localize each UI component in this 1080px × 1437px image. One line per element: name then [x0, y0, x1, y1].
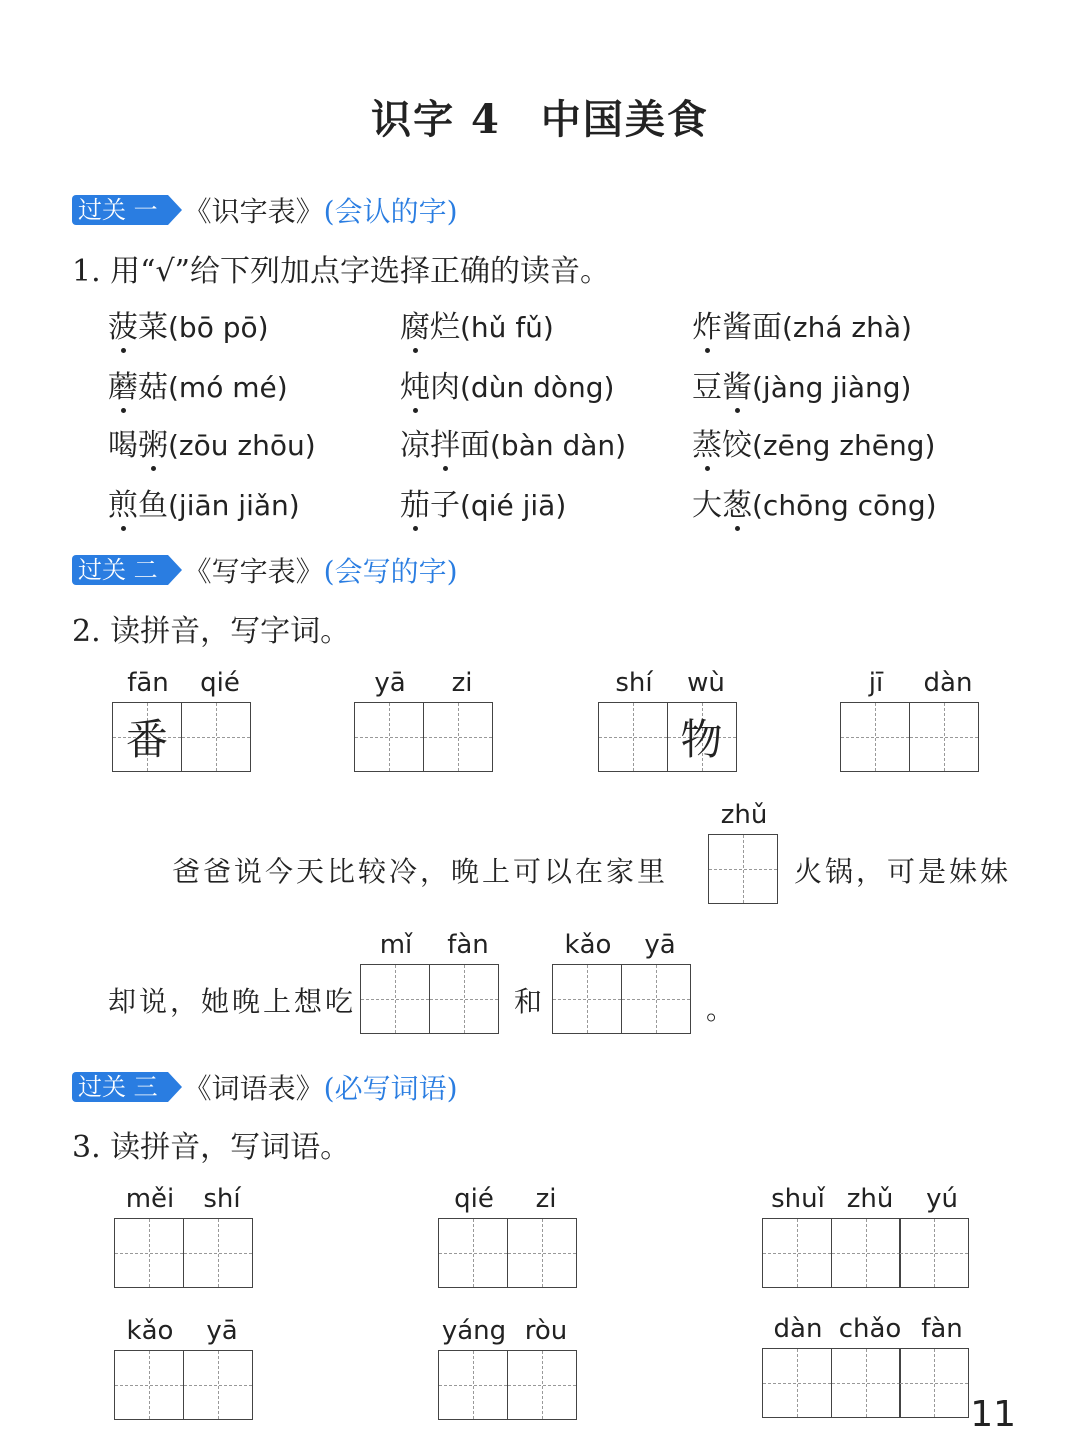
section-note: (会认的字) — [323, 195, 458, 228]
dotted-char: 酱 — [722, 370, 752, 405]
pinyin: zi — [535, 1184, 557, 1214]
pinyin: fàn — [447, 930, 489, 960]
writing-cell[interactable] — [507, 1350, 577, 1420]
pinyin: shuǐ — [771, 1184, 825, 1214]
writing-cell[interactable] — [831, 1218, 901, 1288]
character-boxes — [438, 1350, 575, 1420]
section-header-3 — [72, 1067, 458, 1105]
pinyin: chǎo — [838, 1314, 902, 1344]
word-char: 肉 — [430, 370, 460, 405]
writing-cell[interactable] — [112, 702, 182, 772]
pinyin: yā — [644, 930, 676, 960]
character-boxes — [708, 834, 777, 904]
pinyin: dàn — [923, 668, 973, 698]
reading-item — [400, 480, 566, 524]
word-char: 面 — [460, 428, 490, 463]
pinyin: qié — [200, 668, 240, 698]
dotted-char: 蒸 — [692, 428, 722, 463]
writing-cell[interactable] — [621, 964, 691, 1034]
reading-item — [692, 362, 911, 406]
pinyin: kǎo — [126, 1316, 174, 1346]
pinyin: dàn — [773, 1314, 823, 1344]
writing-cell[interactable] — [429, 964, 499, 1034]
pinyin-row — [360, 930, 504, 960]
pinyin-options: (dùn dòng) — [460, 371, 615, 404]
writing-cell[interactable] — [114, 1350, 184, 1420]
section-header-1 — [72, 190, 458, 228]
section-note: (必写词语) — [323, 1072, 458, 1105]
prefilled-char: 物 — [680, 715, 723, 764]
character-boxes — [360, 964, 497, 1034]
pinyin-options: (zēng zhēng) — [752, 429, 936, 462]
pinyin-options: (jàng jiàng) — [752, 371, 912, 404]
writing-cell[interactable] — [598, 702, 668, 772]
pinyin-row — [114, 1184, 258, 1214]
section-note: (会写的字) — [323, 555, 458, 588]
page-title — [0, 88, 1080, 145]
writing-cell[interactable] — [552, 964, 622, 1034]
pinyin: yáng — [441, 1316, 507, 1346]
dotted-char: 茄 — [400, 488, 430, 523]
word-char: 烂 — [430, 310, 460, 345]
pinyin-options: (zōu zhōu) — [168, 429, 316, 462]
word-char: 子 — [430, 488, 460, 523]
character-boxes — [762, 1218, 968, 1288]
pinyin-row — [840, 668, 984, 698]
word-char: 喝 — [108, 428, 138, 463]
character-boxes — [438, 1218, 575, 1288]
writing-cell[interactable] — [762, 1348, 832, 1418]
reading-item — [108, 480, 300, 524]
character-boxes — [114, 1218, 251, 1288]
pinyin: měi — [125, 1184, 175, 1214]
pinyin-options: (jiān jiǎn) — [168, 489, 300, 522]
character-boxes — [354, 702, 491, 772]
writing-cell[interactable] — [423, 702, 493, 772]
pinyin-row — [354, 668, 498, 698]
sentence-part-1: 爸爸说今天比较冷，晚上可以在家里 — [172, 855, 669, 888]
writing-cell[interactable] — [438, 1218, 508, 1288]
pinyin-row — [708, 800, 780, 830]
pinyin: wù — [687, 668, 725, 698]
reading-item — [692, 480, 937, 524]
word-char: 大 — [692, 488, 722, 523]
word-char: 饺 — [722, 428, 752, 463]
writing-cell[interactable] — [831, 1348, 901, 1418]
pinyin: kǎo — [564, 930, 612, 960]
page-number: 11 — [970, 1394, 1016, 1435]
pinyin-options: (chōng cōng) — [752, 489, 937, 522]
writing-cell[interactable] — [708, 834, 778, 904]
pinyin: yā — [374, 668, 406, 698]
pinyin-options: (mó mé) — [168, 371, 288, 404]
prefilled-char: 番 — [125, 715, 168, 764]
word-char: 菜 — [138, 310, 168, 345]
character-boxes — [598, 702, 735, 772]
word-char: 菇 — [138, 370, 168, 405]
character-boxes — [112, 702, 249, 772]
pinyin: qié — [454, 1184, 494, 1214]
pinyin-options: (zhá zhà) — [782, 311, 912, 344]
pinyin: fān — [127, 668, 169, 698]
reading-item — [108, 362, 288, 406]
writing-cell[interactable] — [507, 1218, 577, 1288]
pinyin: shí — [203, 1184, 241, 1214]
pinyin: mǐ — [379, 930, 413, 960]
pinyin-row — [114, 1316, 258, 1346]
pinyin-options: (hǔ fǔ) — [460, 311, 554, 344]
pinyin-options: (bō pō) — [168, 311, 269, 344]
dotted-char: 粥 — [138, 428, 168, 463]
word-char: 豆 — [692, 370, 722, 405]
reading-item — [692, 420, 935, 464]
pinyin: fàn — [921, 1314, 963, 1344]
character-boxes — [762, 1348, 968, 1418]
section-book: 《识字表》 — [183, 195, 324, 228]
section-badge: 过关 三 — [72, 1072, 168, 1102]
dotted-char: 拌 — [430, 428, 460, 463]
writing-cell[interactable] — [438, 1350, 508, 1420]
dotted-char: 蘑 — [108, 370, 138, 405]
reading-item — [108, 302, 269, 346]
reading-item — [692, 302, 912, 346]
dotted-char: 炖 — [400, 370, 430, 405]
writing-cell[interactable] — [899, 1218, 969, 1288]
pinyin: yā — [206, 1316, 238, 1346]
writing-cell[interactable] — [360, 964, 430, 1034]
writing-cell[interactable] — [667, 702, 737, 772]
pinyin-row — [438, 1316, 582, 1346]
section-book: 《写字表》 — [183, 555, 324, 588]
question-1-prompt: 1. 用“√”给下列加点字选择正确的读音。 — [72, 254, 610, 289]
dotted-char: 炸 — [692, 310, 722, 345]
word-char: 凉 — [400, 428, 430, 463]
writing-cell[interactable] — [183, 1218, 253, 1288]
title-topic: 中国美食 — [540, 96, 709, 143]
writing-cell[interactable] — [840, 702, 910, 772]
section-book: 《词语表》 — [183, 1072, 324, 1105]
pinyin: jī — [868, 668, 884, 698]
pinyin-row — [762, 1184, 978, 1214]
word-char: 鱼 — [138, 488, 168, 523]
pinyin: yú — [926, 1184, 958, 1214]
character-boxes — [840, 702, 977, 772]
writing-cell[interactable] — [899, 1348, 969, 1418]
pinyin-row — [762, 1314, 978, 1344]
sentence-and: 和 — [514, 985, 546, 1018]
dotted-char: 煎 — [108, 488, 138, 523]
writing-cell[interactable] — [909, 702, 979, 772]
writing-cell[interactable] — [181, 702, 251, 772]
pinyin: zhǔ — [720, 800, 768, 830]
pinyin: zhǔ — [846, 1184, 894, 1214]
reading-item — [108, 420, 316, 464]
pinyin: shí — [615, 668, 653, 698]
sentence-end: 。 — [706, 993, 738, 1026]
reading-item — [400, 420, 626, 464]
question-2-prompt: 2. 读拼音，写字词。 — [72, 614, 351, 649]
sentence-part-2: 却说，她晚上想吃 — [108, 985, 357, 1018]
title-lesson: 识字 4 — [371, 96, 501, 143]
sentence-part-1-end: 火锅，可是妹妹 — [794, 855, 1012, 888]
writing-cell[interactable] — [183, 1350, 253, 1420]
pinyin-options: (bàn dàn) — [490, 429, 627, 462]
pinyin-row — [438, 1184, 582, 1214]
word-char: 酱面 — [722, 310, 782, 345]
pinyin-row — [112, 668, 256, 698]
writing-cell[interactable] — [114, 1218, 184, 1288]
reading-item — [400, 362, 614, 406]
pinyin-row — [598, 668, 742, 698]
character-boxes — [114, 1350, 251, 1420]
dotted-char: 葱 — [722, 488, 752, 523]
question-3-prompt: 3. 读拼音，写词语。 — [72, 1130, 351, 1165]
section-header-2 — [72, 550, 458, 588]
dotted-char: 腐 — [400, 310, 430, 345]
pinyin: zi — [451, 668, 473, 698]
character-boxes — [552, 964, 689, 1034]
pinyin-options: (qié jiā) — [460, 489, 567, 522]
section-badge: 过关 一 — [72, 195, 168, 225]
section-badge: 过关 二 — [72, 555, 168, 585]
pinyin-row — [552, 930, 696, 960]
writing-cell[interactable] — [354, 702, 424, 772]
writing-cell[interactable] — [762, 1218, 832, 1288]
reading-item — [400, 302, 554, 346]
pinyin: ròu — [524, 1316, 568, 1346]
dotted-char: 菠 — [108, 310, 138, 345]
